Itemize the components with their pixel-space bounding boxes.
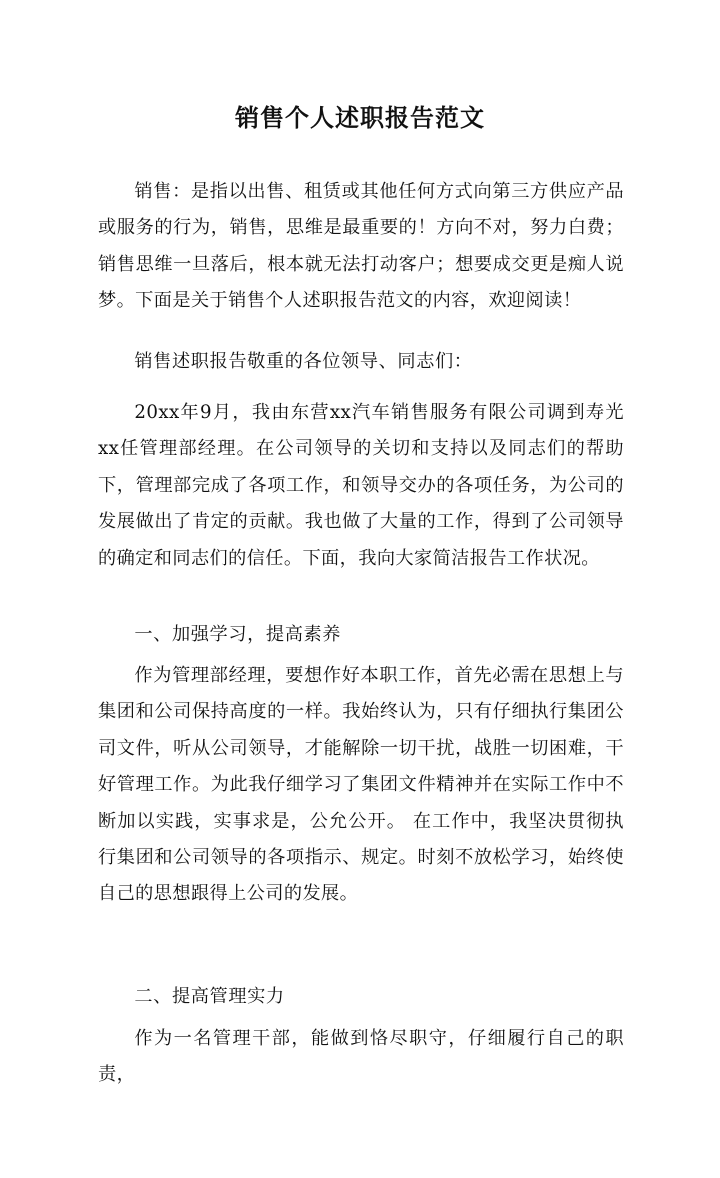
document-title: 销售个人述职报告范文 — [235, 103, 485, 132]
opening-paragraph: 20xx年9月，我由东营xx汽车销售服务有限公司调到寿光xx任管理部经理。在公司领导的关切和支持以及同志们的帮助下，管理部完成了各项工作，和领导交办的各项任务，为公司的发展做出了肯定的贡献。我也做了大量的工作，得到了公司领导的确定和同志们的信任。下面，我向大家简洁报告工作状况。 — [98, 402, 624, 569]
greeting-line: 销售述职报告敬重的各位领导、同志们： — [134, 351, 473, 372]
section-body-study: 作为管理部经理，要想作好本职工作，首先必需在思想上与集团和公司保持高度的一样。我始终认为，只有仔细执行集团公司文件，听从公司领导，才能解除一切干扰，战胜一切困难，干好管理工作。为此我仔细学习了集团文件精神并在实际工作中不断加以实践，实事求是，公允公开。 在工作中，我坚决贯彻执行集团和公司领导的各项指示、规定。时刻不放松学习，始终使自己的思想跟得上公司的发展。 — [98, 665, 624, 905]
section-heading-study: 一、加强学习，提高素养 — [134, 624, 342, 645]
section-heading-management: 二、提高管理实力 — [134, 986, 285, 1007]
section-body-management: 作为一名管理干部，能做到恪尽职守，仔细履行自己的职责， — [98, 1028, 624, 1086]
intro-paragraph: 销售：是指以出售、租赁或其他任何方式向第三方供应产品或服务的行为，销售，思维是最重要的！方向不对，努力白费；销售思维一旦落后，根本就无法打动客户；想要成交更是痴人说梦。下面是关于销售个人述职报告范文的内容，欢迎阅读！ — [98, 181, 624, 312]
